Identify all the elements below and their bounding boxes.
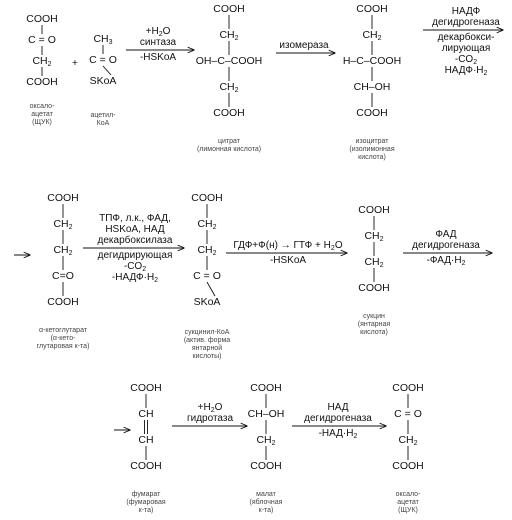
step5-gdp-gtp-below-0: -HSKoA: [269, 255, 307, 266]
malate-atom-2: $CH_2$: [256, 434, 276, 447]
isocitrate-atom-1: $CH_2$: [362, 29, 382, 42]
malate-caption-2: к-та): [258, 507, 274, 514]
step7-hydratase-above-1: гидротаза: [186, 413, 234, 424]
citrate-atom-1: $CH_2$: [219, 29, 239, 42]
citrate-atom-4: COOH: [213, 107, 245, 119]
step6-fad-dehydrogenase-above-0: ФАД: [435, 229, 457, 240]
step4-decarboxylase-above-2: декарбоксилаза: [97, 235, 173, 246]
succinyl-coa-atom-1: $CH_2$: [197, 218, 217, 231]
plus-sign: +: [71, 57, 79, 69]
acetyl-coa-atom-0: $CH_3$: [93, 33, 113, 46]
alpha-ketoglutarate-atom-4: COOH: [47, 296, 79, 308]
citrate-caption-1: (лимонная кислота): [196, 146, 262, 153]
malate-caption-1: (яблочная: [249, 499, 283, 506]
alpha-ketoglutarate-caption-0: α-кетоглутарат: [38, 327, 88, 334]
succinate-caption-0: сукцин: [363, 313, 385, 320]
oxaloacetate-caption-0: оксало-: [29, 103, 55, 110]
step8-nad-dehydrogenase-above-0: НАД: [327, 402, 349, 413]
isocitrate-caption-0: изоцитрат: [355, 138, 389, 145]
succinate-atom-2: $CH_2$: [364, 256, 384, 269]
citrate-atom-3: $CH_2$: [219, 81, 239, 94]
step3-nadp-dehydrogenase-above-0: НАДФ: [451, 6, 481, 17]
step3-nadp-dehydrogenase-below-2: $-CO_2$: [454, 54, 478, 66]
step3-nadp-dehydrogenase-below-1: лирующая: [441, 43, 491, 54]
alpha-ketoglutarate-atom-1: $CH_2$: [53, 218, 73, 231]
malate-atom-0: COOH: [250, 382, 282, 394]
oxaloacetate-end-caption-0: оксало-: [395, 491, 421, 498]
step1-synthase-above-0: $+H_2O$: [145, 26, 171, 38]
step6-fad-dehydrogenase-below-0: $-ФАД\cdot H_2$: [426, 255, 466, 267]
succinyl-coa-caption-2: янтарной: [191, 345, 223, 352]
acetyl-coa-caption-1: КоА: [96, 120, 110, 127]
fumarate-caption-2: к-та): [138, 507, 154, 514]
fumarate-atom-0: COOH: [130, 382, 162, 394]
step3-nadp-dehydrogenase-above-1: дегидрогеназа: [432, 17, 500, 28]
acetyl-coa-caption-0: ацетил-: [90, 112, 116, 119]
fumarate-atom-3: COOH: [130, 460, 162, 472]
oxaloacetate-end-atom-3: COOH: [392, 460, 424, 472]
oxaloacetate-end-atom-0: COOH: [392, 382, 424, 394]
oxaloacetate-atom-2: $CH_2$: [32, 55, 52, 68]
step5-gdp-gtp-above-0: ГДФ+Ф(н) → ГТФ + $H_2O$: [233, 240, 343, 252]
step2-isomerase-above-0: изомераза: [279, 40, 329, 51]
step1-synthase-below-0: -HSKoA: [139, 52, 177, 63]
oxaloacetate-atom-1: C = O: [28, 34, 56, 46]
step3-nadp-dehydrogenase-below-0: декарбокси-: [437, 32, 495, 43]
isocitrate-atom-3: CH–OH: [353, 81, 391, 93]
step4-decarboxylase-below-1: $-CO_2$: [123, 261, 147, 273]
step3-nadp-dehydrogenase-below-3: $НАДФ\cdot H_2$: [444, 65, 488, 77]
step1-synthase-above-1: синтаза: [139, 37, 177, 48]
fumarate-atom-2: CH: [138, 434, 154, 446]
succinyl-coa-caption-3: кислоты): [192, 353, 222, 360]
succinyl-coa-caption-0: сукцинил-КоА: [184, 329, 230, 336]
succinate-atom-3: COOH: [358, 282, 390, 294]
acetyl-coa-bond-2: [103, 66, 111, 75]
fumarate-caption-1: (фумаровая: [126, 499, 166, 506]
alpha-ketoglutarate-caption-2: глутаровая к-та): [36, 343, 90, 350]
step4-decarboxylase-below-0: дегидрирующая: [97, 250, 173, 261]
citrate-atom-0: COOH: [213, 3, 245, 15]
oxaloacetate-atom-0: COOH: [26, 13, 58, 25]
isocitrate-caption-1: (изолимонная: [349, 146, 395, 153]
oxaloacetate-end-caption-1: ацетат: [397, 499, 419, 506]
fumarate-caption-0: фумарат: [131, 491, 161, 498]
step4-decarboxylase-above-1: HSKoA, НАД: [105, 224, 165, 235]
malate-atom-1: CH–OH: [247, 408, 285, 420]
oxaloacetate-caption-2: (ЩУК): [32, 119, 52, 126]
step7-hydratase-above-0: $+H_2O$: [197, 402, 223, 414]
isocitrate-caption-2: кислота): [358, 154, 386, 161]
fumarate-atom-1: CH: [138, 408, 154, 420]
oxaloacetate-end-atom-1: C = O: [394, 408, 422, 420]
oxaloacetate-caption-1: ацетат: [31, 111, 53, 118]
step8-nad-dehydrogenase-below-0: $-НАД\cdot H_2$: [318, 428, 358, 440]
alpha-ketoglutarate-atom-0: COOH: [47, 192, 79, 204]
alpha-ketoglutarate-caption-1: (α-кето-: [50, 335, 76, 342]
succinyl-coa-bond-4: [207, 282, 215, 296]
succinyl-coa-atom-4: SKoA: [193, 296, 221, 308]
acetyl-coa-atom-2: SKoA: [89, 75, 117, 87]
succinate-atom-1: $CH_2$: [364, 230, 384, 243]
acetyl-coa-atom-1: C = O: [89, 54, 117, 66]
alpha-ketoglutarate-atom-3: C=O: [52, 270, 74, 282]
alpha-ketoglutarate-atom-2: $CH_2$: [53, 244, 73, 257]
malate-atom-3: COOH: [250, 460, 282, 472]
isocitrate-atom-2: H–C–COOH: [342, 55, 402, 67]
isocitrate-atom-0: COOH: [356, 3, 388, 15]
succinate-caption-2: кислота): [360, 329, 388, 336]
succinyl-coa-atom-3: C = O: [193, 270, 221, 282]
step6-fad-dehydrogenase-above-1: дегидрогеназа: [412, 240, 480, 251]
succinyl-coa-atom-2: $CH_2$: [197, 244, 217, 257]
step4-decarboxylase-above-0: ТПФ, л.к., ФАД,: [99, 213, 171, 224]
step4-decarboxylase-below-2: $-НАДФ\cdot H_2$: [111, 272, 159, 284]
oxaloacetate-end-atom-2: $CH_2$: [398, 434, 418, 447]
isocitrate-atom-4: COOH: [356, 107, 388, 119]
oxaloacetate-end-caption-2: (ЩУК): [398, 507, 418, 514]
step8-nad-dehydrogenase-above-1: дегидрогеназа: [304, 413, 372, 424]
succinate-atom-0: COOH: [358, 204, 390, 216]
oxaloacetate-atom-3: COOH: [26, 76, 58, 88]
succinate-caption-1: (янтарная: [357, 321, 391, 328]
succinyl-coa-caption-1: (актив. форма: [183, 337, 231, 344]
malate-caption-0: малат: [256, 491, 276, 498]
citrate-caption-0: цитрат: [218, 138, 240, 145]
citrate-atom-2: OH–C–COOH: [195, 55, 263, 67]
succinyl-coa-atom-0: COOH: [191, 192, 223, 204]
